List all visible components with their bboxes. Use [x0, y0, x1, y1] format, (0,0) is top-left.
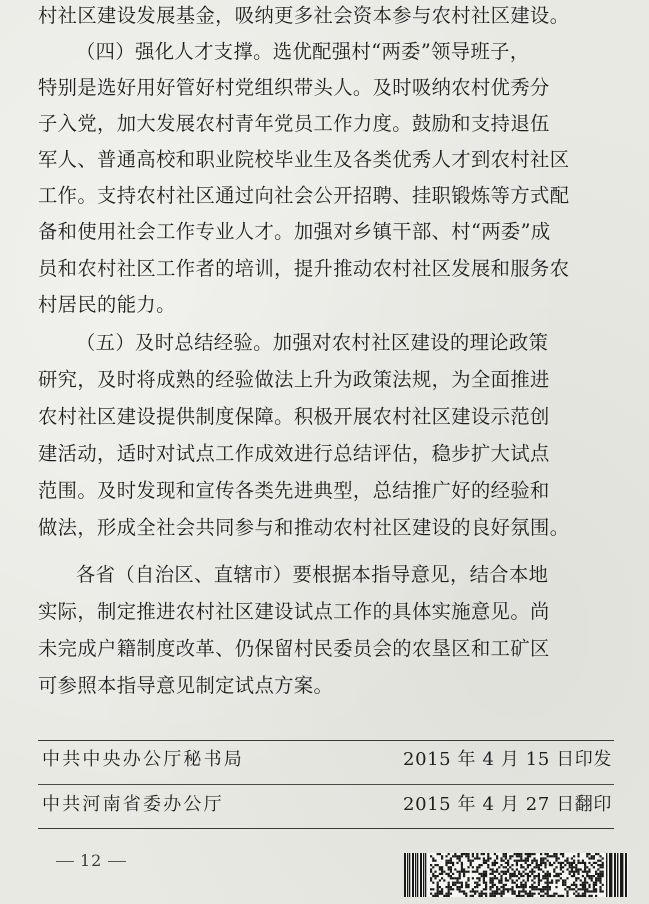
text-line: 可参照本指导意见制定试点方案。 — [38, 674, 334, 697]
imprint-row — [38, 745, 614, 775]
text-line: 范围。及时发现和宣传各类先进典型，总结推广好的经验和 — [38, 479, 550, 502]
text-line: 建活动，适时对试点工作成效进行总结评估，稳步扩大试点 — [38, 442, 550, 465]
imprint-bottom-rule — [38, 828, 614, 829]
text-line: 农村社区建设提供制度保障。积极开展农村社区建设示范创 — [38, 405, 550, 428]
text-line: 未完成户籍制度改革、仍保留村民委员会的农垦区和工矿区 — [38, 637, 550, 660]
text-line: 备和使用社会工作专业人才。加强对乡镇干部、村“两委”成 — [38, 220, 551, 243]
imprint-middle-rule — [38, 784, 614, 785]
text-line: 工作。支持农村社区通过向社会公开招聘、挂职锻炼等方式配 — [38, 184, 570, 207]
text-line: 村社区建设发展基金，吸纳更多社会资本参与农村社区建设。 — [38, 4, 570, 27]
page-number-dash — [56, 861, 74, 862]
text-line: 村居民的能力。 — [38, 293, 176, 316]
text-line: 员和农村社区工作者的培训，提升推动农村社区发展和服务农 — [38, 257, 570, 280]
text-line: 各省（自治区、直辖市）要根据本指导意见，结合本地 — [76, 563, 549, 586]
text-line: 实际，制定推进农村社区建设试点工作的具体实施意见。尚 — [38, 600, 550, 623]
text-line: （四）强化人才支撑。选优配强村“两委”领导班子， — [76, 40, 530, 63]
imprint-top-rule — [38, 740, 614, 741]
issue-date: 2015 年 4 月 27 日翻印 — [403, 794, 612, 815]
issue-date: 2015 年 4 月 15 日印发 — [403, 749, 612, 770]
page-number-value: 12 — [80, 851, 103, 870]
text-line: 特别是选好用好管好村党组织带头人。及时吸纳农村优秀分 — [38, 76, 550, 99]
text-line: 军人、普通高校和职业院校毕业生及各类优秀人才到农村社区 — [38, 148, 570, 171]
text-line: 研究，及时将成熟的经验做法上升为政策法规，为全面推进 — [38, 368, 550, 391]
issuing-office: 中共河南省委办公厅 — [42, 794, 224, 815]
imprint-row — [38, 790, 614, 820]
barcode-icon — [404, 853, 628, 897]
text-line: 做法，形成全社会共同参与和推动农村社区建设的良好氛围。 — [38, 516, 570, 539]
text-line: （五）及时总结经验。加强对农村社区建设的理论政策 — [76, 331, 549, 354]
text-line: 子入党，加大发展农村青年党员工作力度。鼓励和支持退伍 — [38, 112, 550, 135]
page-number-dash — [108, 861, 126, 862]
issuing-office: 中共中央办公厅秘书局 — [42, 749, 244, 770]
page-number — [50, 851, 132, 870]
